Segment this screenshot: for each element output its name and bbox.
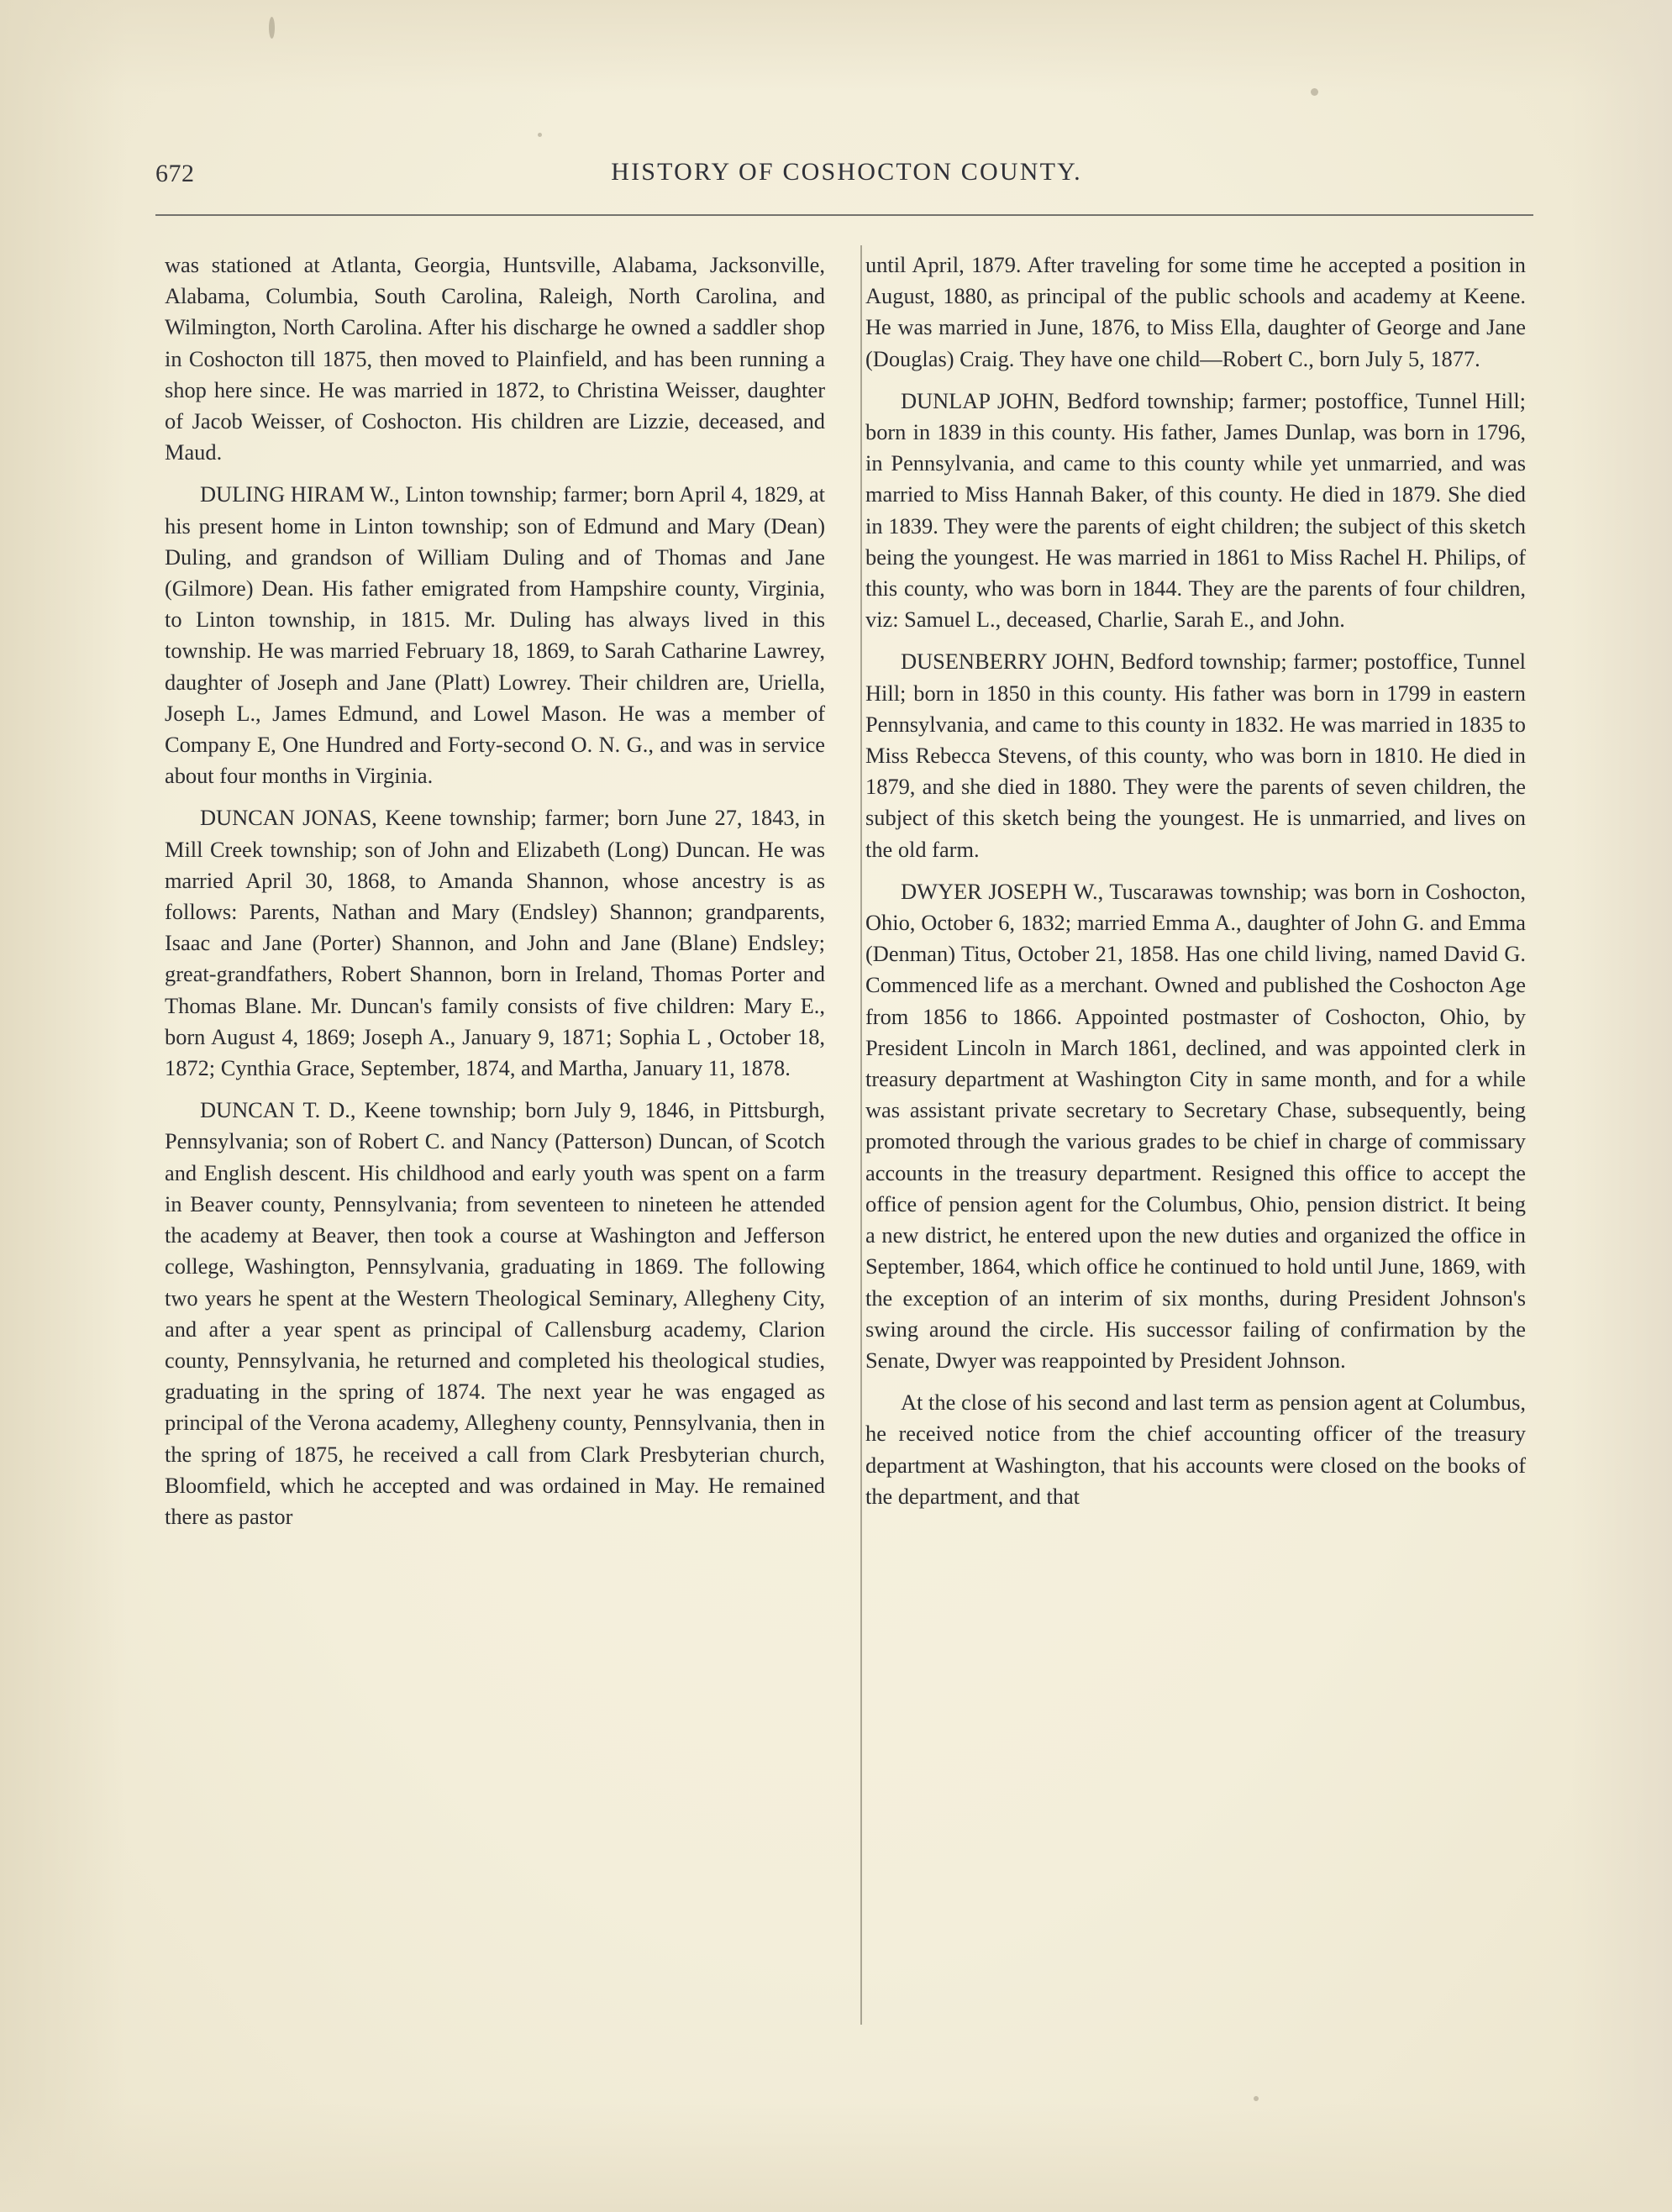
scan-speckle [538, 133, 542, 137]
paragraph: At the close of his second and last term as pension agent at Columbus, he received notice from the chief accounting officer of the treasury department at Washington, that his accounts were closed on the books of the department, and that [865, 1390, 1526, 1509]
scan-speckle [1254, 2096, 1259, 2101]
paragraph: was stationed at Atlanta, Georgia, Huntsville, Alabama, Jacksonville, Alabama, Columbia, South Carolina, Raleigh, North Carolina, and Wilmington, North Carolina. After his discharge he owned a saddler shop in Coshocton till 1875, then moved to Plainfield, and has been running a shop here since. He was married in 1872, to Christina Weisser, daughter of Jacob Weisser, of Coshocton. His children are Lizzie, deceased, and Maud. [165, 252, 825, 465]
page-edge-shadow-left [0, 0, 126, 2212]
biography-entry-dunlap-john: DUNLAP JOHN, Bedford township; farmer; postoffice, Tunnel Hill; born in 1839 in this county. His father, James Dunlap, was born in 1796, in Pennsylvania, and came to this county while yet unmarried, and was married to Miss Hannah Baker, of this county. He died in 1879. She died in 1839. They were the parents of eight children; the subject of this sketch being the youngest. He was married in 1861 to Miss Rachel H. Philips, of this county, who was born in 1844. They are the parents of four children, viz: Samuel L., deceased, Charlie, Sarah E., and John. [865, 387, 1526, 633]
paragraph: until April, 1879. After traveling for some time he accepted a position in August, 1880, as principal of the public schools and academy at Keene. He was married in June, 1876, to Miss Ella, daughter of George and Jane (Douglas) Craig. They have one child—Robert C., born July 5, 1877. [865, 252, 1526, 371]
scan-speckle [269, 17, 275, 39]
running-title: HISTORY OF COSHOCTON COUNTY. [611, 158, 1082, 186]
biography-entry-dwyer-joseph-w: DWYER JOSEPH W., Tuscarawas township; was born in Coshocton, Ohio, October 6, 1832; married Emma A., daughter of John G. and Emma (Denman) Titus, October 21, 1858. Has one child living, named David G. Commenced life as a merchant. Owned and published the Coshocton Age from 1856 to 1866. Appointed postmaster of Coshocton, Ohio, by President Lincoln in March 1861, declined, and was appointed clerk in treasury department at Washington City in same month, and for a while was assistant private secretary to Secretary Chase, subsequently, being promoted through the various grades to be chief in charge of commissary accounts in the treasury department. Resigned this office to accept the office of pension agent for the Columbus, Ohio, pension district. It being a new district, he entered upon the new duties and organized the office in September, 1864, which office he continued to hold until June, 1869, with the exception of an interim of six months, during President Johnson's swing around the circle. His successor failing of confirmation by the Senate, Dwyer was reappointed by President Johnson. [865, 878, 1526, 1373]
right-column [865, 250, 1526, 2022]
header-rule [155, 214, 1533, 216]
biography-entry-duncan-t-d: DUNCAN T. D., Keene township; born July 9, 1846, in Pittsburgh, Pennsylvania; son of Robert C. and Nancy (Patterson) Duncan, of Scotch and English descent. His childhood and early youth was spent on a farm in Beaver county, Pennsylvania; from seventeen to nineteen he attended the academy at Beaver, then took a course at Washington and Jefferson college, Washington, Pennsylvania, graduating in 1869. The following two years he spent at the Western Theological Seminary, Allegheny City, and after a year spent as principal of Callensburg academy, Clarion county, Pennsylvania, he returned and completed his theological studies, graduating in the spring of 1874. The next year he was engaged as principal of the Verona academy, Allegheny county, Pennsylvania, then in the spring of 1875, he received a call from Clark Presbyterian church, Bloomfield, which he accepted and was ordained in May. He remained there as pastor [165, 1097, 825, 1529]
page-edge-shadow-top [0, 0, 1672, 92]
page-number: 672 [155, 160, 195, 187]
scan-speckle [1311, 88, 1318, 96]
page-edge-shadow-right [1571, 0, 1672, 2212]
page-edge-shadow-bottom [0, 2103, 1672, 2212]
page-header [155, 158, 1538, 197]
biography-entry-duling-hiram-w: DULING HIRAM W., Linton township; farmer; born April 4, 1829, at his present home in Linton township; son of Edmund and Mary (Dean) Duling, and grandson of William Duling and of Thomas and Jane (Gilmore) Dean. His father emigrated from Hampshire county, Virginia, to Linton township, in 1815. Mr. Duling has always lived in this township. He was married February 18, 1869, to Sarah Catharine Lawrey, daughter of Joseph and Jane (Platt) Lowrey. Their children are, Uriella, Joseph L., James Edmund, and Lowel Mason. He was a member of Company E, One Hundred and Forty-second O. N. G., and was in service about four months in Virginia. [165, 481, 825, 789]
body-columns [165, 250, 1526, 2022]
left-column [165, 250, 825, 2022]
biography-entry-duncan-jonas: DUNCAN JONAS, Keene township; farmer; born June 27, 1843, in Mill Creek township; son of John and Elizabeth (Long) Duncan. He was married April 30, 1868, to Amanda Shannon, whose ancestry is as follows: Parents, Nathan and Mary (Endsley) Shannon; grandparents, Isaac and Jane (Porter) Shannon, and John and Jane (Blane) Endsley; great-grandfathers, Robert Shannon, born in Ireland, Thomas Porter and Thomas Blane. Mr. Duncan's family consists of five children: Mary E., born August 4, 1869; Joseph A., January 9, 1871; Sophia L , October 18, 1872; Cynthia Grace, September, 1874, and Martha, January 11, 1878. [165, 805, 825, 1081]
biography-entry-dusenberry-john: DUSENBERRY JOHN, Bedford township; farmer; postoffice, Tunnel Hill; born in 1850 in this county. His father was born in 1799 in eastern Pennsylvania, and came to this county in 1832. He was married in 1835 to Miss Rebecca Stevens, of this county, who was born in 1810. He died in 1879, and she died in 1880. They were the parents of seven children, the subject of this sketch being the youngest. He is unmarried, and lives on the old farm. [865, 649, 1526, 862]
